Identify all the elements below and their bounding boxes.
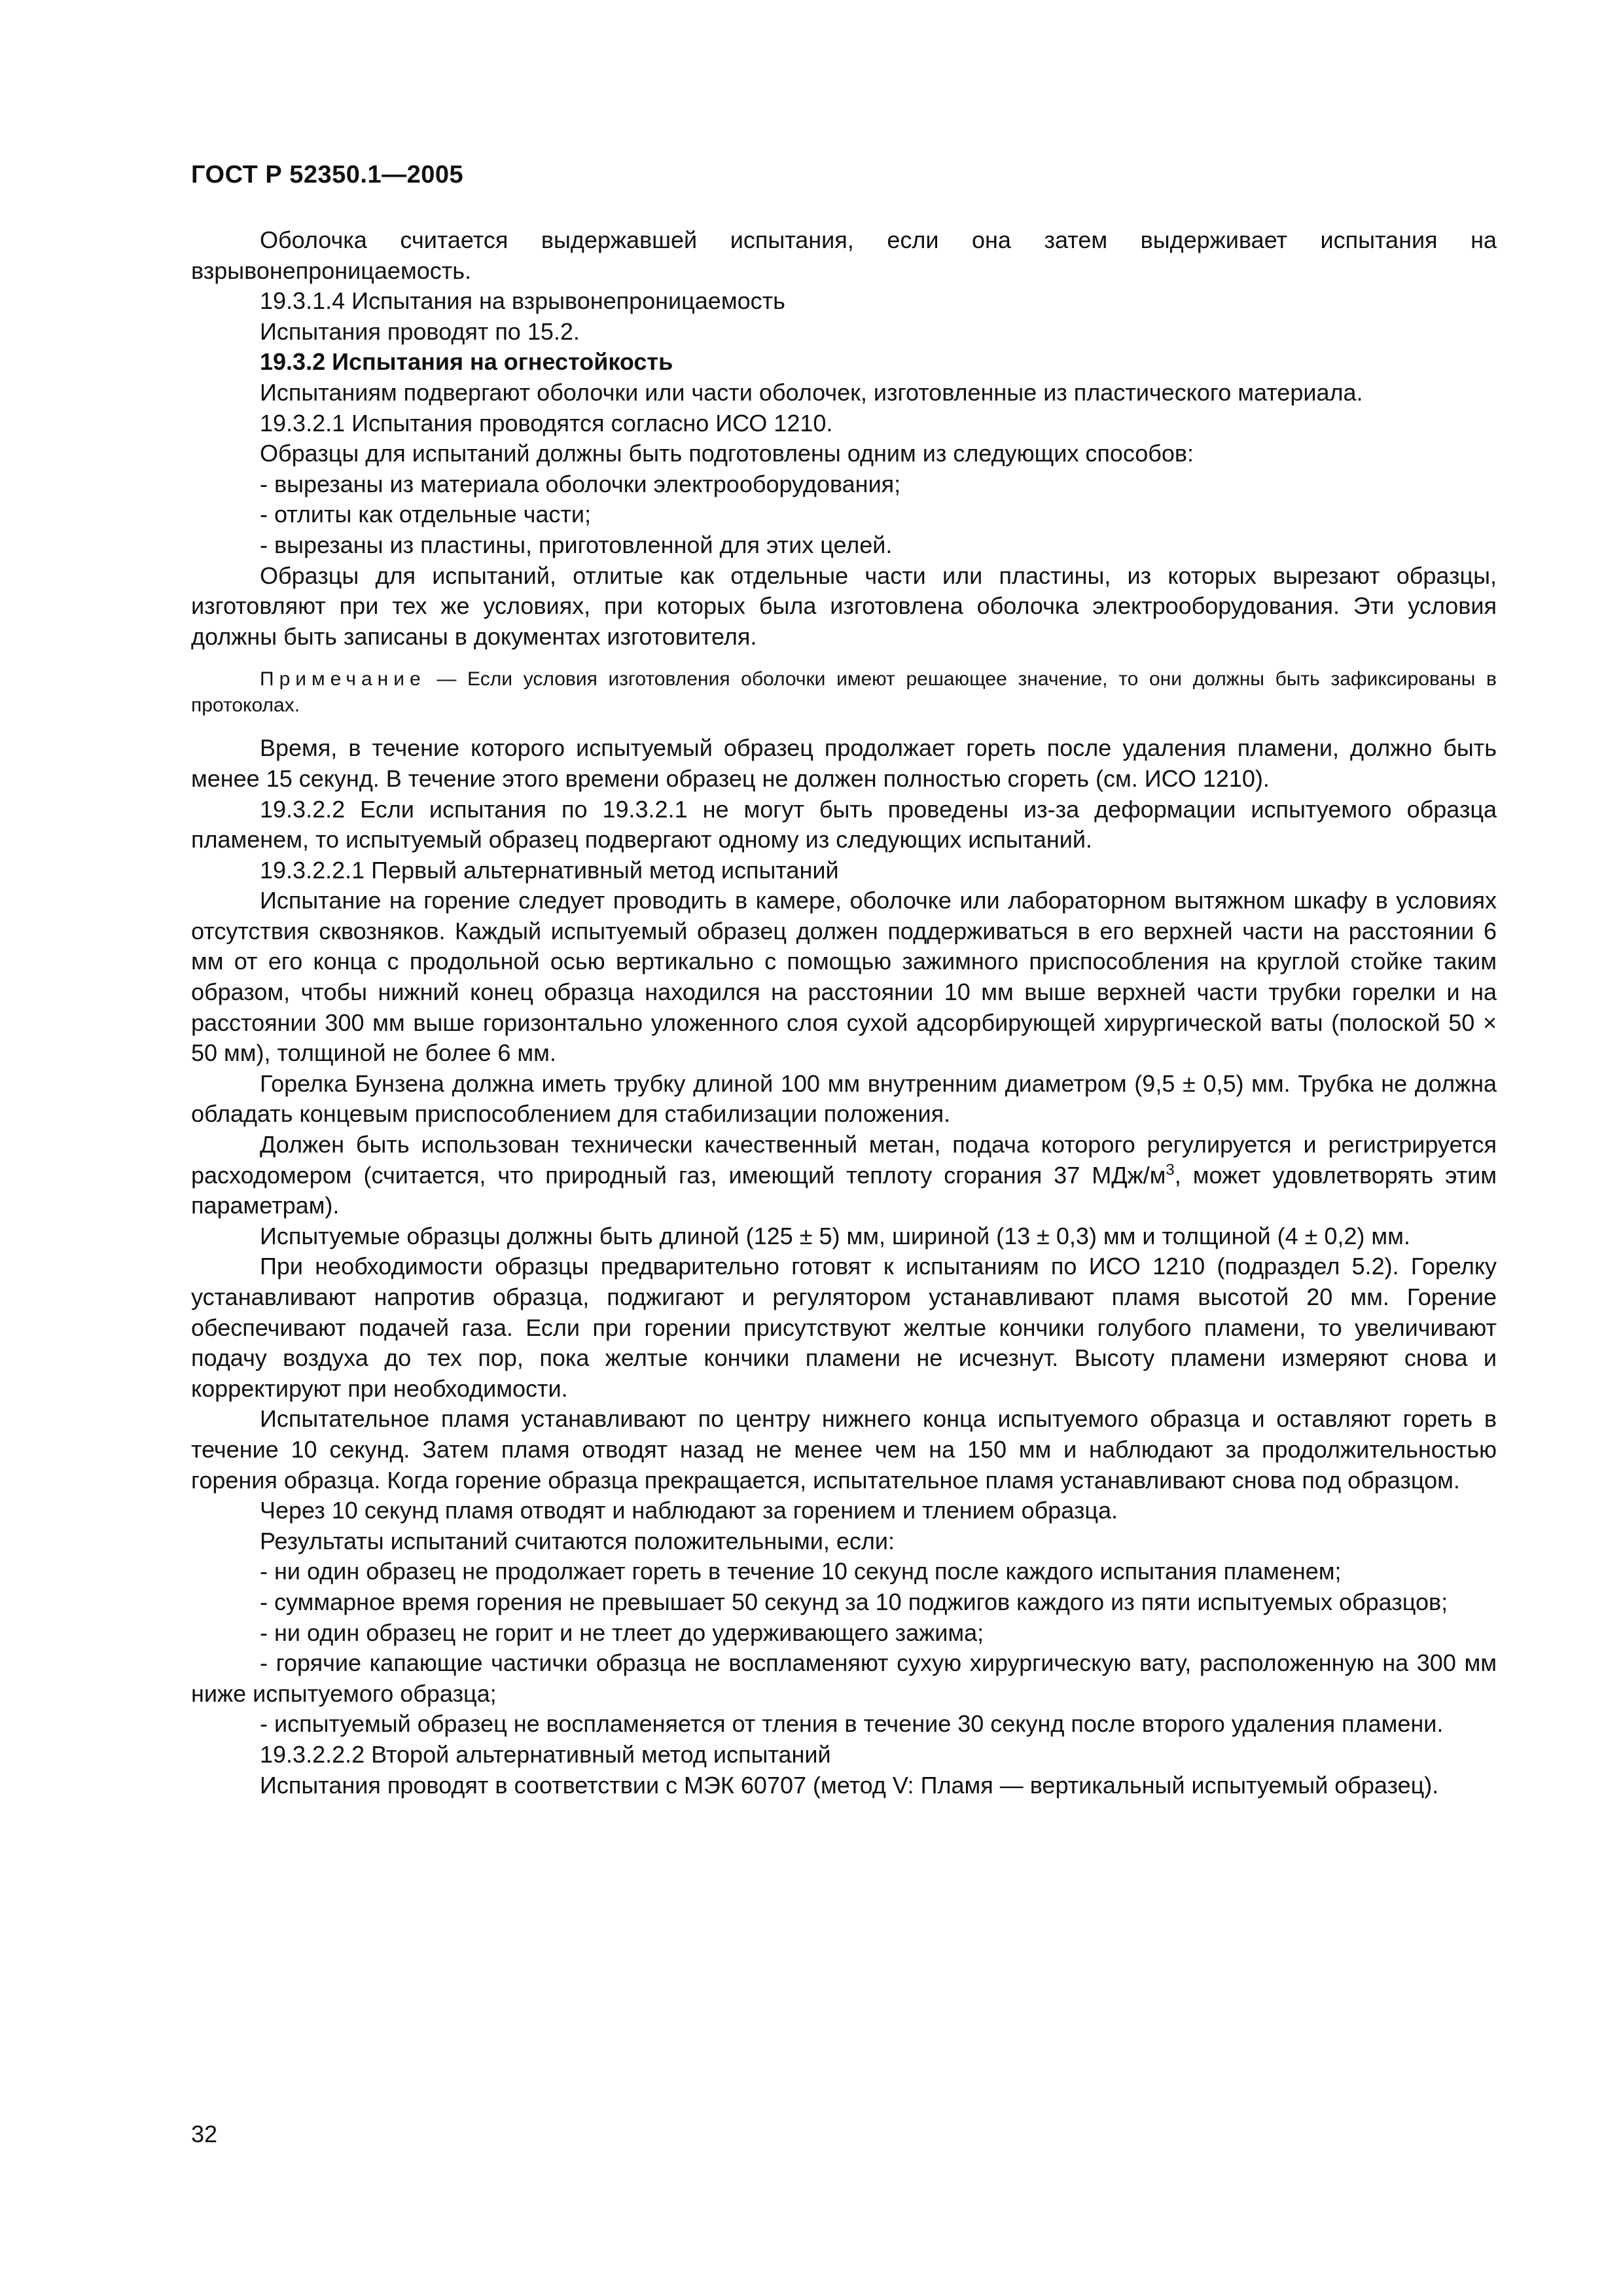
list-item: - отлиты как отдельные части;: [260, 501, 591, 528]
paragraph-text: Должен быть использован технически качественный метан, подача которого регулируется и регистрируется расходомером (считается, что природный газ, имеющий теплоту сгорания 37 МДж/м: [191, 1131, 1497, 1189]
paragraph: Испытание на горение следует проводить в камере, оболочке или лабораторном вытяжном шкафу в условиях отсутствия сквозняков. Каждый испытуемый образец должен поддерживаться в его верхней части на расстоянии 6 мм от его конца с продольной осью вертикально с помощью зажимного приспособления на круглой стойке таким образом, чтобы нижний конец образца находился на расстоянии 10 мм выше верхней части трубки горелки и на расстоянии 300 мм выше горизонтально уложенного слоя сухой адсорбирующей хирургической ваты (полоской 50 × 50 мм), толщиной не более 6 мм.: [191, 887, 1497, 1067]
list-item: - вырезаны из пластины, приготовленной для этих целей.: [260, 531, 893, 558]
section-heading: 19.3.2.2.2 Второй альтернативный метод испытаний: [260, 1740, 831, 1768]
note-text: — Если условия изготовления оболочки имеют решающее значение, то они должны быть зафиксированы в протоколах.: [191, 668, 1497, 717]
note: [191, 666, 1497, 719]
paragraph: Время, в течение которого испытуемый образец продолжает гореть после удаления пламени, должно быть менее 15 секунд. В течение этого времени образец не должен полностью сгореть (см. ИСО 1210).: [191, 734, 1497, 792]
paragraph: Испытательное пламя устанавливают по центру нижнего конца испытуемого образца и оставляют гореть в течение 10 секунд. Затем пламя отводят назад не менее чем на 150 мм и наблюдают за продолжительностью горения образца. Когда горение образца прекращается, испытательное пламя устанавливают снова под образцом.: [191, 1405, 1497, 1494]
paragraph: Испытуемые образцы должны быть длиной (125 ± 5) мм, шириной (13 ± 0,3) мм и толщиной (4 ± 0,2) мм.: [260, 1222, 1410, 1249]
paragraph: 19.3.2.1 Испытания проводятся согласно ИСО 1210.: [260, 409, 833, 437]
paragraph: 19.3.2.2 Если испытания по 19.3.2.1 не могут быть проведены из-за деформации испытуемого образца пламенем, то испытуемый образец подвергают одному из следующих испытаний.: [191, 795, 1497, 853]
paragraph: Образцы для испытаний должны быть подготовлены одним из следующих способов:: [260, 440, 1194, 467]
superscript: 3: [1166, 1160, 1175, 1179]
paragraph: При необходимости образцы предварительно готовят к испытаниям по ИСО 1210 (подраздел 5.2). Горелку устанавливают напротив образца, поджигают и регулятором устанавливают пламя высотой 20 мм. Горение обеспечивают подачей газа. Если при горении присутствуют желтые кончики голубого пламени, то увеличивают подачу воздуха до тех пор, пока желтые кончики пламени не исчезнут. Высоту пламени измеряют снова и корректируют при необходимости.: [191, 1253, 1497, 1402]
section-heading: 19.3.1.4 Испытания на взрывонепроницаемость: [260, 287, 785, 315]
paragraph: Образцы для испытаний, отлитые как отдельные части или пластины, из которых вырезают образцы, изготовляют при тех же условиях, при которых была изготовлена оболочка электрооборудования. Эти условия должны быть записаны в документах изготовителя.: [191, 562, 1497, 650]
list-item: - ни один образец не продолжает гореть в течение 10 секунд после каждого испытания пламенем;: [260, 1558, 1342, 1585]
paragraph: Испытаниям подвергают оболочки или части оболочек, изготовленные из пластического материала.: [260, 378, 1363, 406]
page-number: 32: [191, 2121, 218, 2147]
page-body: [191, 225, 1497, 1801]
note-label: Примечание: [260, 668, 426, 691]
paragraph: Через 10 секунд пламя отводят и наблюдают за горением и тлением образца.: [260, 1497, 1118, 1524]
paragraph-text: , может удовлетворять этим параметрам).: [191, 1161, 1497, 1219]
paragraph: Результаты испытаний считаются положительными, если:: [260, 1527, 895, 1554]
paragraph: [191, 1130, 1497, 1221]
list-item: - горячие капающие частички образца не воспламеняют сухую хирургическую вату, расположенную на 300 мм ниже испытуемого образца;: [191, 1649, 1497, 1707]
paragraph: Горелка Бунзена должна иметь трубку длиной 100 мм внутренним диаметром (9,5 ± 0,5) мм. Трубка не должна обладать концевым приспособлением для стабилизации положения.: [191, 1069, 1497, 1128]
paragraph: Испытания проводят по 15.2.: [260, 317, 580, 345]
list-item: - испытуемый образец не воспламеняется от тления в течение 30 секунд после второго удаления пламени.: [260, 1710, 1444, 1738]
list-item: - ни один образец не горит и не тлеет до удерживающего зажима;: [260, 1619, 984, 1646]
section-heading: 19.3.2.2.1 Первый альтернативный метод испытаний: [260, 856, 839, 884]
standard-header: ГОСТ Р 52350.1—2005: [191, 161, 464, 188]
paragraph: Оболочка считается выдержавшей испытания, если она затем выдерживает испытания на взрывонепроницаемость.: [191, 226, 1497, 284]
list-item: - вырезаны из материала оболочки электрооборудования;: [260, 470, 901, 497]
paragraph: Испытания проводят в соответствии с МЭК 60707 (метод V: Пламя — вертикальный испытуемый образец).: [260, 1771, 1439, 1799]
list-item: - суммарное время горения не превышает 50 секунд за 10 поджигов каждого из пяти испытуемых образцов;: [260, 1588, 1448, 1615]
section-heading: 19.3.2 Испытания на огнестойкость: [260, 348, 673, 376]
